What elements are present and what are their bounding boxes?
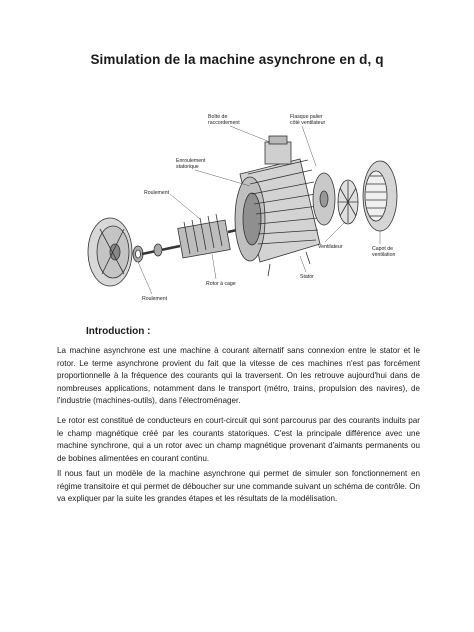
label-ventilateur: Ventilateur	[318, 244, 343, 250]
bearing-left-part	[133, 246, 143, 262]
label-roulement-bottom: Roulement	[142, 296, 168, 302]
label-stator: Stator	[300, 274, 314, 280]
label-rotor-cage: Rotor à cage	[206, 281, 236, 287]
label-capot-ventilation: Capot de ventilation	[372, 246, 396, 258]
end-shield-left-part	[88, 218, 132, 286]
fan-cover-part	[363, 161, 397, 231]
bearing-right-part	[154, 244, 162, 256]
rear-flange-part	[313, 173, 335, 225]
exploded-motor-figure	[80, 104, 410, 314]
fan-part	[338, 180, 358, 224]
stator-part	[235, 136, 320, 276]
paragraph-1: La machine asynchrone est une machine à courant alternatif sans connexion entre le stator et le rotor. Le terme asynchrone provient du fait que la vitesse de ces machines n'est pas forcément proportionnelle à la fréquence des courants qui la traversent. On les retrouve aujourd'hui dans de nombreuses applications, notamment dans le transport (métro, trains, propulsion des navires), de l'industrie (machines-outils), dans l'électroménager.	[57, 346, 420, 406]
label-roulement-top: Roulement	[144, 190, 170, 196]
label-boite-raccordement: Boîte de raccordement	[208, 114, 240, 126]
page-title: Simulation de la machine asynchrone en d, q	[90, 52, 384, 67]
paragraph-3: Il nous faut un modèle de la machine asynchrone qui permet de simuler son fonctionnement en régime transitoire et qui permet de déboucher sur une commande suivant un schéma de contrôle. On va expliquer par la suite les grandes étapes et les résultats de la modélisation.	[57, 469, 420, 504]
introduction-heading: Introduction :	[86, 326, 151, 337]
label-enroulement-statorique: Enroulement statorique	[176, 158, 206, 170]
paragraph-2: Le rotor est constitué de conducteurs en court-circuit qui sont parcourus par des courants induits par le champ magnétique créé par les courants statoriques. C'est la principale différence avec une machine synchrone, qui a un rotor avec un champ magnétique provenant d'aimants permanents ou de bobines alimentées en courant continu.	[57, 416, 420, 463]
label-flasque-palier: Flasque palier côté ventilateur	[290, 114, 326, 126]
